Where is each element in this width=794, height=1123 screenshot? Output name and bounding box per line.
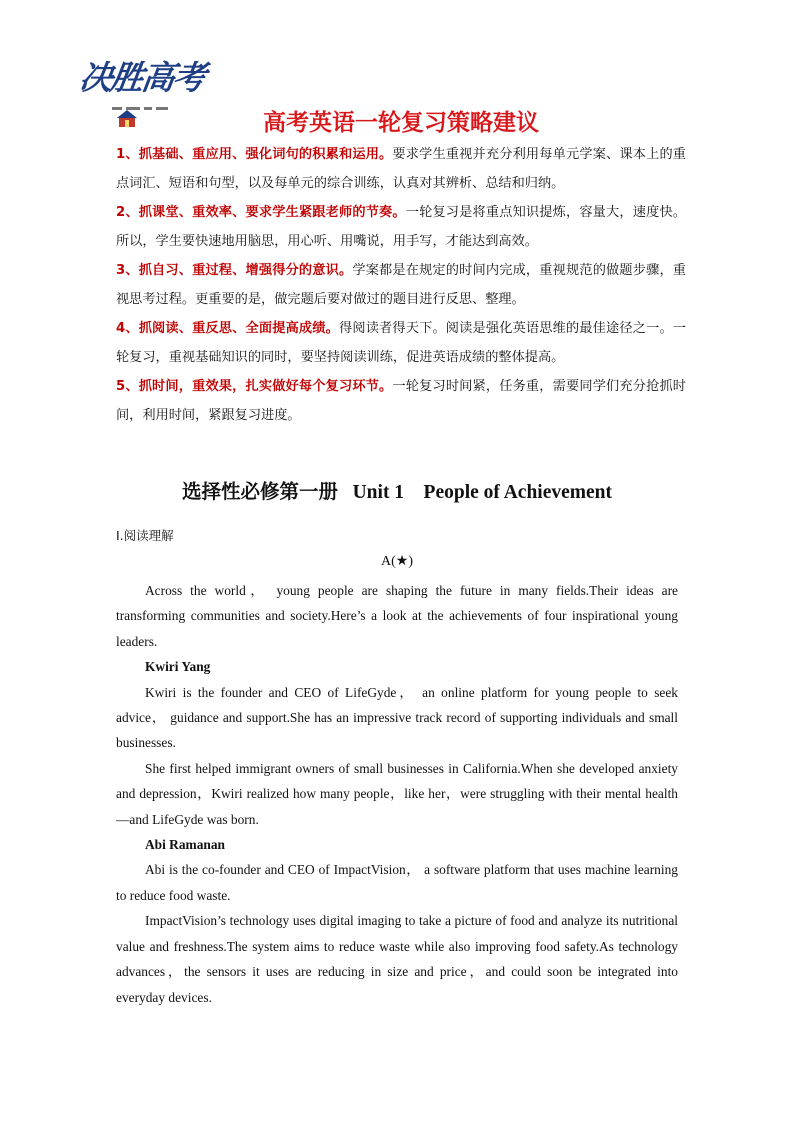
page-title: 高考英语一轮复习策略建议: [263, 110, 539, 136]
person-name: Kwiri Yang: [145, 659, 211, 675]
logo-text: 决胜高考: [76, 58, 207, 97]
tip-item: [116, 372, 686, 430]
unit-title: 选择性必修第一册 Unit 1 People of Achievement: [181, 482, 613, 503]
passage-paragraph: Abi is the co-founder and CEO of ImpactVision， a software platform that uses machine learning to reduce food waste.: [116, 862, 678, 903]
tip-highlight: 5、抓时间，重效果，扎实做好每个复习环节。: [116, 379, 393, 394]
tip-text: 一轮复习是将重点知识提炼，容量大，速度快。所以，学生要快速地用脑思，用心听、用嘴说，用手写，才能达到高效。: [116, 205, 686, 249]
tip-item: [116, 314, 686, 372]
section-label: Ⅰ.阅读理解: [116, 528, 174, 543]
tip-item: [116, 198, 686, 256]
tip-text: 要求学生重视并充分利用每单元学案、课本上的重点词汇、短语和句型，以及每单元的综合训练，认真对其辨析、总结和归纳。: [116, 147, 686, 191]
tip-text: 得阅读者得天下。阅读是强化英语思维的最佳途径之一。一轮复习，重视基础知识的同时，要坚持阅读训练，促进英语成绩的整体提高。: [116, 321, 686, 365]
tip-highlight: 2、抓课堂、重效率、要求学生紧跟老师的节奏。: [116, 205, 406, 220]
passage-intro: Across the world， young people are shaping the future in many fields.Their ideas are transforming communities and society.Here’s a look at the achievements of four inspirational young leaders.: [116, 583, 678, 649]
tip-item: [116, 256, 686, 314]
tip-highlight: 4、抓阅读、重反思、全面提高成绩。: [116, 321, 339, 336]
tip-highlight: 1、抓基础、重应用、强化词句的积累和运用。: [116, 147, 393, 162]
part-label: A(★): [381, 554, 413, 569]
person-name: Abi Ramanan: [145, 837, 225, 853]
tip-item: [116, 140, 686, 198]
tip-highlight: 3、抓自习、重过程、增强得分的意识。: [116, 263, 353, 278]
passage-paragraph: Kwiri is the founder and CEO of LifeGyde， an online platform for young people to seek advice， guidance and support.She has an impressive track record of supporting individuals and small businesses.: [116, 684, 678, 751]
passage-paragraph: She first helped immigrant owners of small businesses in California.When she developed anxiety and depression，Kwiri realized how many people，like her，were struggling with their mental health—and LifeGyde was born.: [116, 760, 678, 827]
reading-passage: [116, 578, 678, 1010]
passage-paragraph: ImpactVision’s technology uses digital imaging to take a picture of food and analyze its nutritional value and freshness.The system aims to reduce waste while also improving food safety.As technology advances，the sensors it uses are reducing in size and price，and could soon be integrated into everyday devices.: [116, 913, 678, 1005]
tip-text: 学案都是在规定的时间内完成，重视规范的做题步骤，重视思考过程。更重要的是，做完题后要对做过的题目进行反思、整理。: [116, 263, 686, 307]
strategy-tips: [116, 140, 686, 430]
tip-text: 一轮复习时间紧，任务重，需要同学们充分抢抓时间，利用时间，紧跟复习进度。: [116, 379, 686, 423]
